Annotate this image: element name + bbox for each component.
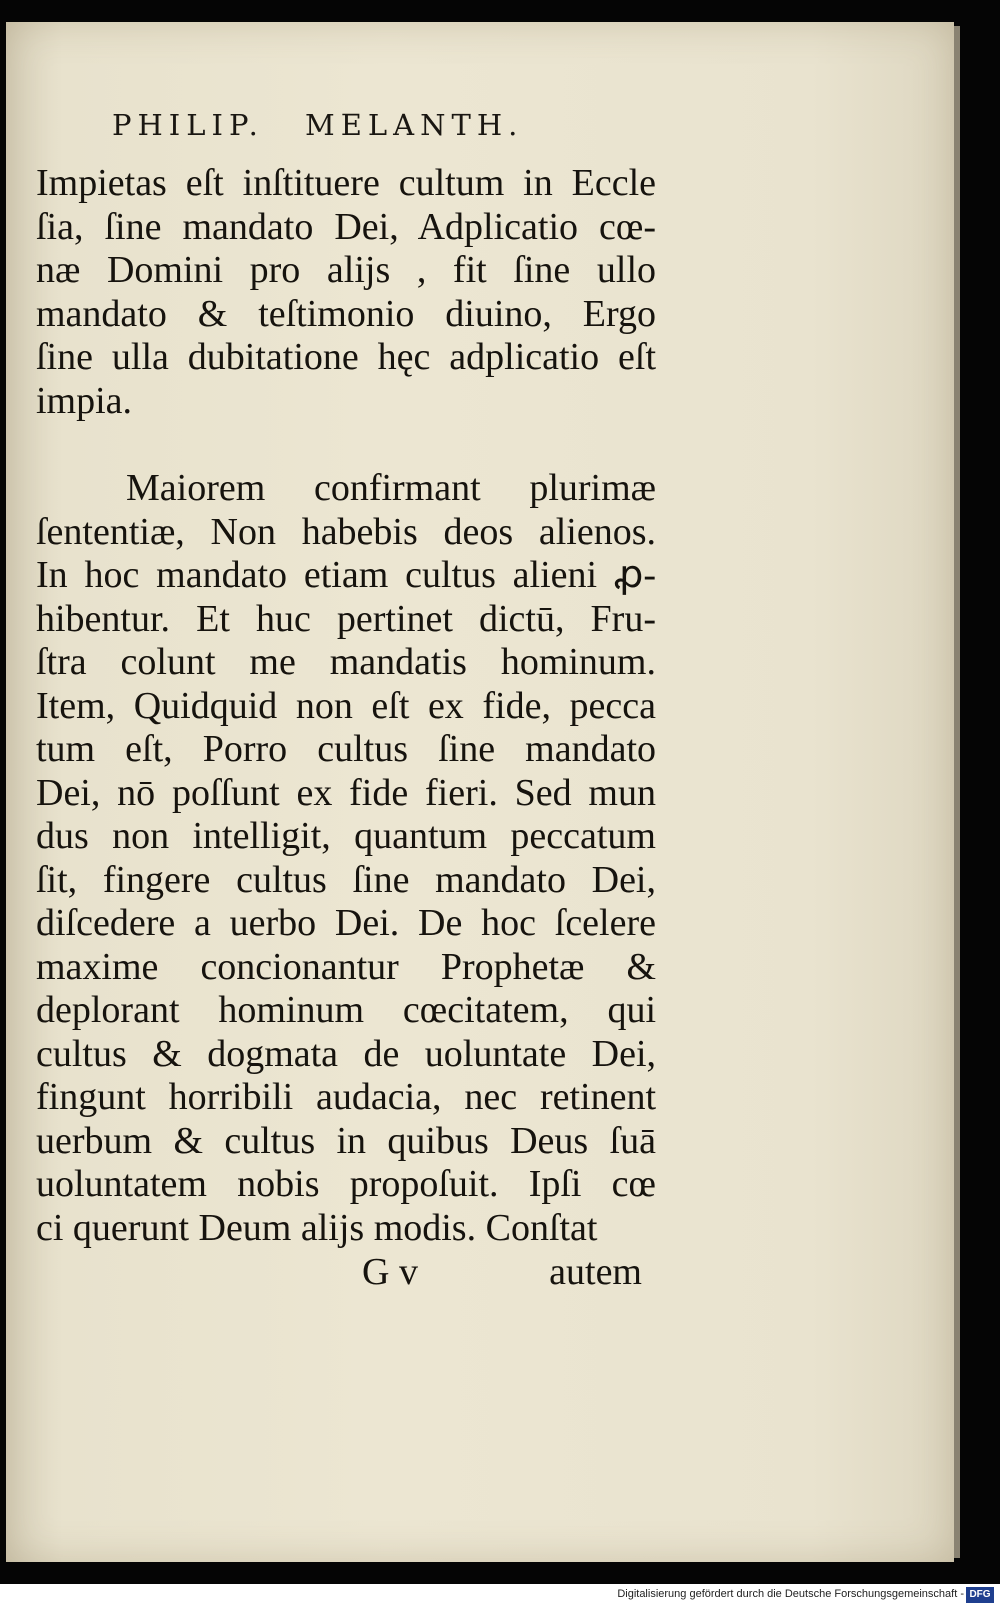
text-line: In hoc mandato etiam cultus alieni ꝓ- (36, 554, 656, 596)
text-line: Dei, nō poſſunt ex fide fieri. Sed mun (36, 771, 656, 814)
text-line: diſcedere a uerbo Dei. De hoc ſcelere (36, 902, 656, 944)
text-line: ſententiæ, Non habebis deos alienos. (36, 510, 656, 553)
text-line: tum eſt, Porro cultus ſine mandato (36, 728, 656, 770)
page-edge (954, 26, 960, 1558)
text-line: maxime concionantur Prophetæ & (36, 945, 656, 988)
text-line: cultus & dogmata de uoluntate Dei, (36, 1032, 656, 1075)
running-head (112, 108, 549, 142)
text-line: hibentur. Et huc pertinet dictū, Fru- (36, 597, 656, 640)
text-line: ſtra colunt me mandatis hominum. (36, 641, 656, 683)
digitization-footer (0, 1584, 1000, 1607)
text-line: Item, Quidquid non eſt ex fide, pecca (36, 684, 656, 727)
paragraph-gap (36, 423, 656, 467)
paragraph-1 (36, 162, 656, 423)
text-line: impia. (36, 379, 133, 422)
text-line: uerbum & cultus in quibus Deus ſuā (36, 1119, 656, 1162)
paragraph-2 (36, 467, 656, 1250)
text-line: ſine ulla dubitatione hęc adplicatio eſt (36, 336, 656, 378)
text-line: deplorant hominum cœcitatem, qui (36, 989, 656, 1031)
body-text (36, 162, 656, 1250)
text-line: ſit, fingere cultus ſine mandato Dei, (36, 858, 656, 901)
footer-credit: Digitalisierung gefördert durch die Deutsche Forschungsgemeinschaft - (617, 1588, 964, 1600)
text-line: ci querunt Deum aliјs modis. Conſtat (36, 1206, 598, 1249)
text-line: næ Domini pro aliјs , fit ſine ullo (36, 249, 656, 291)
text-line: mandato & teſtimonio diuino, Ergo (36, 292, 656, 335)
text-line: uoluntatem nobis propoſuit. Ipſi cœ (36, 1163, 656, 1205)
text-line: dus non intelligit, quantum peccatum (36, 815, 656, 857)
text-line: fingunt horribili audacia, nec retinent (36, 1076, 656, 1118)
text-line: ſia, ſine mandato Dei, Adplicatio cœ- (36, 205, 656, 248)
dfg-logo: DFG (966, 1587, 994, 1603)
signature-mark: G v (362, 1251, 418, 1293)
running-head-right: MELANTH. (305, 108, 524, 142)
text-line: Impietas eſt inſtituere cultum in Eccle (36, 162, 656, 204)
text-line: Maiorem confirmant plurimæ (126, 467, 656, 509)
catchword: autem (549, 1251, 642, 1293)
running-head-left: PHILIP. (112, 108, 264, 142)
